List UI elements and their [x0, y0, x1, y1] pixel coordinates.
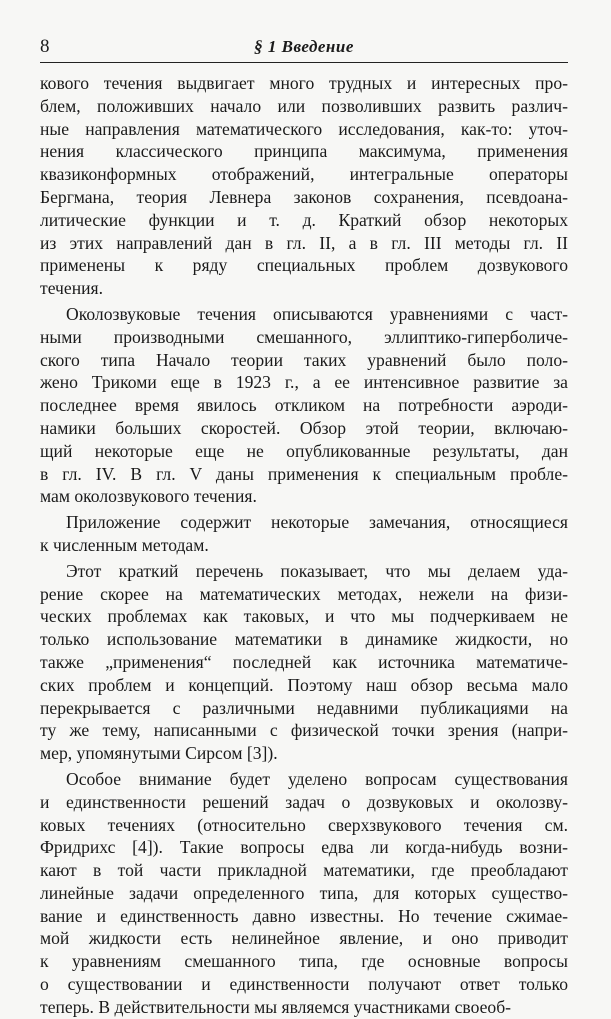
- page-number: 8: [40, 36, 50, 57]
- text-line: и единственности решений задач о дозвуковых и околозву-: [40, 791, 568, 812]
- text-line: щий некоторые еще не опубликованные результаты, дан: [40, 440, 568, 461]
- text-line: теперь. В действительности мы являемся участниками своеоб-: [40, 996, 512, 1017]
- text-line: мер, упомянутыми Сирсом [3]).: [40, 743, 278, 764]
- paragraph: [40, 560, 568, 765]
- text-line: применены к ряду специальных проблем дозвукового: [40, 255, 568, 276]
- text-line: Фридрихс [4]). Такие вопросы едва ли когда-нибудь возни-: [40, 837, 568, 858]
- text-line: кового течения выдвигает много трудных и интересных про-: [40, 73, 568, 93]
- text-line: перекрывается с различными недавними публикациями на: [40, 697, 568, 718]
- text-line: последнее время явилось откликом на потребности аэроди-: [40, 395, 568, 416]
- text-line: Околозвуковые течения описываются уравнениями с част-: [66, 303, 568, 324]
- text-line: нения классического принципа максимума, применения: [40, 141, 568, 162]
- text-line: кают в той части прикладной математики, где преобладают: [40, 860, 568, 881]
- text-line: Приложение содержит некоторые замечания, относящиеся: [66, 512, 568, 533]
- text-line: ческих проблемах как таковых, и что мы подчеркиваем не: [40, 606, 568, 627]
- text-line: Этот краткий перечень показывает, что мы делаем уда-: [66, 560, 568, 581]
- text-line: квазиконформных отображений, интегральные операторы: [40, 164, 568, 185]
- text-line: мой жидкости есть нелинейное явление, и оно приводит: [40, 928, 568, 949]
- text-line: ными производными смешанного, эллиптико-гиперболиче-: [40, 326, 568, 347]
- text-line: к численным методам.: [40, 534, 209, 555]
- body-text: [40, 72, 568, 1019]
- paragraph: [40, 768, 568, 1019]
- text-line: к уравнениям смешанного типа, где основные вопросы: [40, 951, 568, 972]
- text-line: ского типа Начало теории таких уравнений было поло-: [40, 349, 568, 370]
- text-line: рение скорее на математических методах, нежели на физи-: [40, 583, 568, 604]
- text-line: ских проблем и концепций. Поэтому наш обзор весьма мало: [40, 674, 568, 695]
- text-line: в гл. IV. В гл. V даны применения к специальным пробле-: [40, 463, 568, 484]
- text-line: Особое внимание будет уделено вопросам существования: [66, 768, 568, 789]
- paragraph: [40, 511, 568, 557]
- text-line: вание и единственность давно известны. Но течение сжимае-: [40, 905, 568, 926]
- text-line: ковых течениях (относительно сверхзвукового течения см.: [40, 814, 568, 835]
- text-line: жено Трикоми еще в 1923 г., а ее интенсивное развитие за: [40, 372, 568, 393]
- text-line: ные направления математического исследования, как-то: уточ-: [40, 118, 568, 139]
- text-line: литические функции и т. д. Краткий обзор некоторых: [40, 209, 568, 230]
- text-line: намики больших скоростей. Обзор этой теории, включаю-: [40, 417, 568, 438]
- text-line: блем, положивших начало или позволивших развить различ-: [40, 95, 568, 116]
- text-line: о существовании и единственности получают ответ только: [40, 974, 568, 995]
- text-line: Бергмана, теория Левнера законов сохранения, псевдоана-: [40, 186, 568, 207]
- paragraph: [40, 72, 568, 300]
- text-line: из этих направлений дан в гл. II, а в гл. III методы гл. II: [40, 232, 568, 253]
- paragraph: [40, 303, 568, 508]
- page-header: [40, 34, 568, 63]
- text-line: только использование математики в динамике жидкости, но: [40, 629, 568, 650]
- text-line: течения.: [40, 278, 104, 299]
- text-line: линейные задачи определенного типа, для которых существо-: [40, 882, 568, 903]
- running-title: § 1 Введение: [254, 37, 354, 56]
- text-line: ту же тему, написанными с физической точки зрения (напри-: [40, 720, 568, 741]
- text-line: также „применения“ последней как источника математиче-: [40, 651, 568, 672]
- text-line: мам околозвукового течения.: [40, 486, 257, 507]
